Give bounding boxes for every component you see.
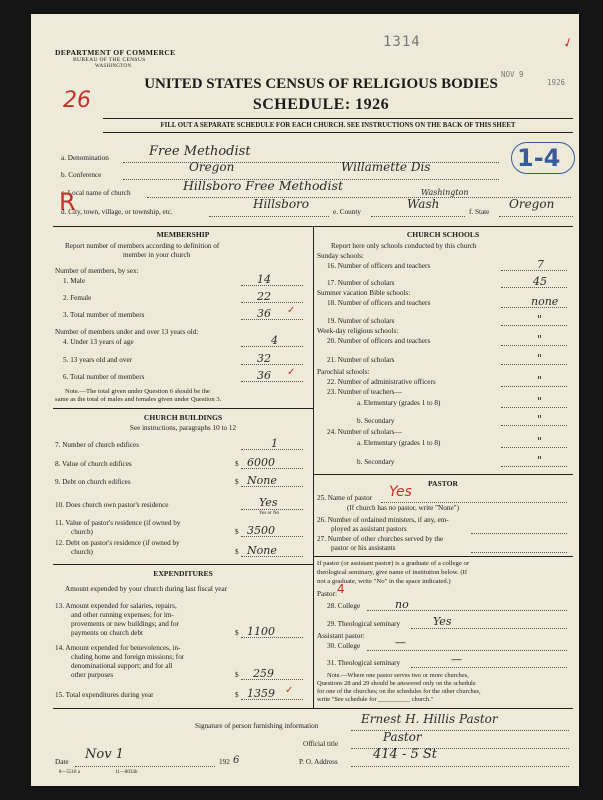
red-check-mark: ✓ (287, 367, 296, 378)
members-by-sex-label: Number of members, by sex: (55, 267, 139, 275)
total-members-label: 3. Total number of members (63, 311, 145, 319)
instruction-banner: FILL OUT A SEPARATE SCHEDULE FOR EACH CHURCH. SEE INSTRUCTIONS ON THE BACK OF THIS SHEET (160, 122, 516, 129)
q24a-label: a. Elementary (grades 1 to 8) (357, 439, 441, 447)
q19-label: 19. Number of scholars (327, 317, 395, 325)
q10-hint: Yes or No (259, 511, 280, 516)
denomination-value: Free Methodist (149, 144, 251, 159)
blue-circle-mark (511, 142, 575, 174)
q27-label-line1: 27. Number of other churches served by the (317, 535, 444, 543)
q13-label-line3: provements or new buildings; and for (71, 620, 179, 628)
q14-label-line2: cluding home and foreign missions; for (71, 653, 185, 661)
q16-value: 7 (537, 258, 544, 271)
q22-label: 22. Number of administrative officers (327, 378, 436, 386)
q28-value: no (395, 598, 409, 611)
graduate-instruction-line3: not a graduate, write "No" in the space indicated.) (317, 578, 451, 585)
q20-label: 20. Number of officers and teachers (327, 337, 431, 345)
received-stamp-number: 1314 (383, 34, 421, 50)
weekday-schools-label: Week-day religious schools: (317, 327, 399, 335)
q13-label-line2: and other running expenses; for im- (71, 611, 174, 619)
buildings-intro: See instructions, paragraphs 10 to 12 (129, 424, 237, 432)
q14-dollar: $ (235, 671, 239, 679)
pastor-subheading: Pastor: (317, 590, 337, 598)
q18-value: none (531, 295, 559, 308)
summer-schools-label: Summer vacation Bible schools: (317, 289, 411, 297)
q27-label-line2: pastor or his assistants (331, 544, 396, 552)
q21-value: " (537, 352, 543, 365)
signature-label: Signature of person furnishing information (195, 722, 319, 730)
age-intro-label: Number of members under and over 13 years old: (55, 328, 199, 336)
state-value: Oregon (509, 197, 555, 211)
q11-label-line1: 11. Value of pastor's residence (if owned by (55, 519, 181, 527)
signature-value: Ernest H. Hillis Pastor (361, 712, 498, 726)
sunday-schools-label: Sunday schools: (317, 252, 364, 260)
q17-value: 45 (533, 275, 547, 288)
q20-value: " (537, 333, 543, 346)
q14-label-line4: other purposes (71, 671, 114, 679)
assistant-pastor-subheading: Assistant pastor: (317, 632, 365, 640)
census-schedule-form (31, 14, 579, 786)
q19-value: " (537, 313, 543, 326)
city-value: Hillsboro (253, 197, 310, 211)
official-title-value: Pastor (383, 730, 422, 744)
q13-label-line1: 13. Amount expended for salaries, repairs, (55, 602, 177, 610)
q31-label: 31. Theological seminary (327, 659, 401, 667)
q9-dollar: $ (235, 478, 239, 486)
female-value: 22 (257, 290, 271, 303)
q13-value: 1100 (247, 625, 275, 638)
q12-label-line2: church) (71, 548, 93, 556)
total-members-value: 36 (257, 307, 271, 320)
q18-label: 18. Number of officers and teachers (327, 299, 431, 307)
department-name: DEPARTMENT OF COMMERCE (55, 48, 176, 57)
red-number-annotation: 26 (63, 88, 91, 113)
date-year: 192 (219, 758, 230, 766)
q23-label: 23. Number of teachers— (327, 388, 402, 396)
district-value: Willamette Dis (341, 160, 431, 174)
red-check-mark: ✓ (287, 305, 296, 316)
form-title: UNITED STATES CENSUS OF RELIGIOUS BODIES (144, 76, 498, 92)
expenditures-intro: Amount expended by your church during last fiscal year (65, 585, 228, 593)
q13-dollar: $ (235, 629, 239, 637)
schools-heading: CHURCH SCHOOLS (406, 230, 480, 239)
q10-value: Yes (259, 496, 278, 509)
under13-value: 4 (271, 334, 278, 347)
q23b-value: " (537, 413, 543, 426)
address-value: 414 - 5 St (373, 747, 438, 762)
address-label: P. O. Address (299, 758, 338, 766)
parochial-schools-label: Parochial schools: (317, 368, 370, 376)
q15-label: 15. Total expenditures during year (55, 691, 154, 699)
q9-value: None (247, 474, 277, 487)
date-value: Nov 1 (85, 747, 124, 762)
q13-label-line4: payments on church debt (71, 629, 144, 637)
q24a-value: " (537, 435, 543, 448)
expenditures-heading: EXPENDITURES (153, 569, 213, 578)
graduate-instruction-line1: If pastor (or assistant pastor) is a graduate of a college or (317, 560, 470, 567)
q12-label-line1: 12. Debt on pastor's residence (if owned by (55, 539, 180, 547)
q15-dollar: $ (235, 691, 239, 699)
q24b-label: b. Secondary (357, 458, 395, 466)
q14-label-line3: denominational support; and for all (71, 662, 173, 670)
q23a-value: " (537, 395, 543, 408)
pastor-note-line1: Note.—Where one pastor serves two or more churches, (327, 672, 469, 679)
q8-label: 8. Value of church edifices (55, 460, 132, 468)
q29-label: 29. Theological seminary (327, 620, 401, 628)
blue-code-annotation: 1-4 (517, 144, 561, 172)
form-number: 8—5518 a (59, 770, 80, 775)
conference-label: b. Conference (61, 171, 102, 179)
pastor-note-line4: write "See schedule for __________ church." (317, 696, 434, 703)
buildings-heading: CHURCH BUILDINGS (143, 413, 223, 422)
female-label: 2. Female (63, 294, 92, 302)
q16-label: 16. Number of officers and teachers (327, 262, 431, 270)
q12-dollar: $ (235, 548, 239, 556)
q11-value: 3500 (247, 524, 275, 537)
graduate-instruction-line2: theological seminary, give name of institution below. (If (317, 569, 468, 576)
q31-value: — (451, 653, 462, 666)
red-check-mark: ✓ (560, 34, 577, 53)
form-number-2: 11—8034b (115, 770, 138, 775)
male-value: 14 (257, 273, 271, 286)
city-label: d. City, town, village, or township, etc. (61, 208, 173, 216)
q24-label: 24. Number of scholars— (327, 428, 402, 436)
q30-label: 30. College (327, 642, 361, 650)
schools-intro: Report here only schools conducted by this church (331, 242, 477, 250)
q15-value: 1359 (247, 687, 275, 700)
membership-intro-line2: member in your church (123, 251, 191, 259)
q22-value: " (537, 374, 543, 387)
q28-label: 28. College (327, 602, 361, 610)
q10-label: 10. Does church own pastor's residence (55, 501, 169, 509)
red-check-mark: ✓ (285, 685, 294, 696)
q7-value: 1 (271, 437, 278, 450)
q14-label-line1: 14. Amount expended for benevolences, in- (55, 644, 181, 652)
q21-label: 21. Number of scholars (327, 356, 395, 364)
q23a-label: a. Elementary (grades 1 to 8) (357, 399, 441, 407)
date-label: Date (55, 758, 69, 766)
total2-value: 36 (257, 369, 271, 382)
local-name-value: Hillsboro Free Methodist (183, 178, 343, 193)
local-name-label: c. Local name of church (61, 189, 131, 197)
q26-label-line2: ployed as assistant pastors (331, 525, 407, 533)
state-label: f. State (469, 208, 490, 216)
q14-value: 259 (253, 667, 274, 680)
official-title-label: Official title (303, 740, 339, 748)
membership-note-line1: Note.—The total given under Question 6 should be the (65, 388, 210, 395)
county-label: e. County (333, 208, 361, 216)
q25-label: 25. Name of pastor (317, 494, 373, 502)
pastor-note-line2: Questions 28 and 29 should be answered only on the schedule (317, 680, 476, 687)
q23b-label: b. Secondary (357, 417, 395, 425)
received-stamp-date: NOV 9 (501, 70, 524, 79)
q29-value: Yes (433, 615, 452, 628)
form-subtitle: SCHEDULE: 1926 (252, 96, 390, 113)
q30-value: — (395, 636, 406, 649)
over13-label: 5. 13 years old and over (63, 356, 133, 364)
q24b-value: " (537, 454, 543, 467)
q7-label: 7. Number of church edifices (55, 441, 140, 449)
pastor-red-mark: 4 (337, 582, 345, 596)
q11-label-line2: church) (71, 528, 93, 536)
membership-note-line2: same as the total of males and females given under Question 3. (55, 396, 222, 403)
pastor-note-line3: for one of the churches; on the schedules for the other churches, (317, 688, 481, 695)
q26-label-line1: 26. Number of ordained ministers, if any, em- (317, 516, 449, 524)
q8-dollar: $ (235, 460, 239, 468)
q8-value: 6000 (247, 456, 275, 469)
male-label: 1. Male (63, 277, 85, 285)
bureau-city: WASHINGTON (95, 64, 132, 69)
q11-dollar: $ (235, 528, 239, 536)
under13-label: 4. Under 13 years of age (63, 338, 134, 346)
q12-value: None (247, 544, 277, 557)
conference-value: Oregon (189, 160, 235, 174)
q25-hint: (If church has no pastor, write "None") (347, 504, 459, 512)
denomination-label: a. Denomination (61, 154, 109, 162)
q25-value: Yes (389, 484, 412, 500)
q17-label: 17. Number of scholars (327, 279, 395, 287)
received-stamp-year: 1926 (547, 78, 566, 87)
pastor-heading: PASTOR (427, 479, 459, 488)
q9-label: 9. Debt on church edifices (55, 478, 131, 486)
membership-heading: MEMBERSHIP (156, 230, 210, 239)
total2-label: 6. Total number of members (63, 373, 145, 381)
over13-value: 32 (257, 352, 271, 365)
county-value: Wash (407, 197, 440, 211)
county-extra-value: Washington (421, 188, 469, 197)
red-letter-annotation: R (59, 188, 76, 216)
date-year-digit: 6 (233, 755, 240, 766)
bureau-name: BUREAU OF THE CENSUS (73, 57, 146, 63)
membership-intro-line1: Report number of members according to definition of (65, 242, 220, 250)
